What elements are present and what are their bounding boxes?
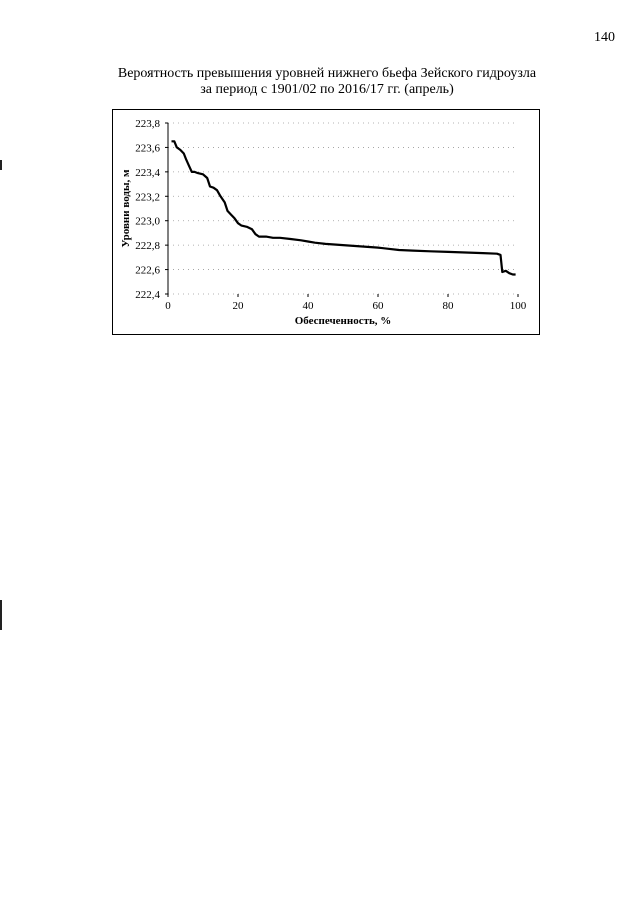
y-tick-label: 222,4: [135, 289, 160, 301]
x-tick-label: 60: [372, 300, 384, 312]
chart-subtitle: за период с 1901/02 по 2016/17 гг. (апрель): [200, 82, 454, 97]
chart-title: Вероятность превышения уровней нижнего бьефа Зейского гидроузла: [117, 66, 537, 81]
series-line: [172, 141, 516, 274]
x-tick-label: 100: [509, 300, 527, 312]
x-tick-label: 80: [442, 300, 454, 312]
line-chart: [113, 110, 539, 334]
scan-edge-mark-left: [0, 160, 2, 170]
x-tick-label: 0: [165, 300, 171, 312]
page-number: 140: [594, 30, 615, 45]
y-tick-label: 223,2: [135, 191, 160, 204]
y-tick-label: 222,8: [135, 240, 160, 253]
chart-frame: [112, 109, 540, 335]
y-tick-label: 222,6: [135, 264, 160, 277]
x-tick-label: 40: [302, 300, 314, 312]
x-axis-label: Обеспеченность, %: [294, 315, 392, 327]
scan-edge-mark-left-lower: [0, 600, 2, 630]
y-tick-label: 223,6: [135, 142, 160, 155]
x-tick-label: 20: [232, 300, 244, 312]
y-tick-label: 223,0: [135, 215, 160, 228]
y-tick-label: 223,8: [135, 118, 160, 130]
y-axis-label: Уровни воды, м: [120, 169, 132, 248]
chart-title-block: [0, 66, 640, 98]
y-tick-label: 223,4: [135, 166, 160, 179]
